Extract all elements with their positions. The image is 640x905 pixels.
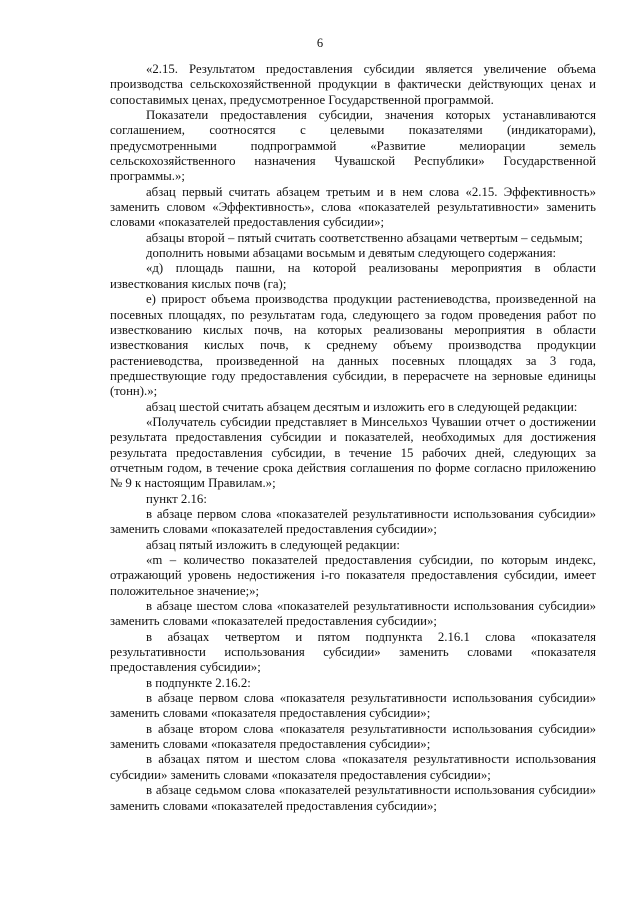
paragraph: абзац первый считать абзацем третьим и в нем слова «2.15. Эффективность» заменить словом «Эффективность», слова «показателей результативности» заменить словами «показателей предоставления субсидии»; xyxy=(110,184,596,230)
paragraph: «Получатель субсидии представляет в Минсельхоз Чувашии отчет о достижении результата предоставления субсидии и показателей, необходимых для достижения результата предоставления субсидии, в течение 15 рабочих дней, следующих за отчетным годом, в течение срока действия соглашения по форме согласно приложению № 9 к настоящим Правилам.»; xyxy=(110,414,596,491)
paragraph: дополнить новыми абзацами восьмым и девятым следующего содержания: xyxy=(146,246,557,261)
paragraph: пункт 2.16: xyxy=(146,491,207,506)
paragraph: «2.15. Результатом предоставления субсидии является увеличение объема производства сельскохозяйственной продукции в фактически действующих ценах и сопоставимых ценах, предусмотренное Государственной программой. xyxy=(110,62,596,107)
paragraph: е) прирост объема производства продукции растениеводства, произведенной на посевных площадях, по результатам года, следующего за годом проведения работ по известкованию кислых почв, на которых реализованы мероприятия в области известкования кислых почв, к среднему объему производства продукции растениеводства, произведенной на данных посевных площадях за 3 года, предшествующие году предоставления субсидии, в перерасчете на зерновые единицы (тонн).»; xyxy=(110,292,596,399)
paragraph: в абзаце первом слова «показателей результативности использования субсидии» заменить словами «показателей предоставления субсидии»; xyxy=(110,506,596,537)
paragraph: абзац пятый изложить в следующей редакции: xyxy=(146,537,400,552)
page-number: 6 xyxy=(316,36,324,50)
paragraph: в абзаце втором слова «показателя результативности использования субсидии» заменить словами «показателя предоставления субсидии»; xyxy=(110,721,596,752)
paragraph: Показатели предоставления субсидии, значения которых устанавливаются соглашением, соотносятся с целевыми показателями (индикаторами), предусмотренными подпрограммой «Развитие мелиорации земель сельскохозяйственного назначения Чувашской Республики» Государственной программы.»; xyxy=(110,108,596,184)
paragraph: в подпункте 2.16.2: xyxy=(146,675,251,690)
paragraph: абзацы второй – пятый считать соответственно абзацами четвертым – седьмым; xyxy=(146,230,583,245)
document-body xyxy=(110,62,596,814)
paragraph: в абзаце шестом слова «показателей результативности использования субсидии» заменить словами «показателей предоставления субсидии»; xyxy=(110,599,596,629)
paragraph: в абзаце первом слова «показателя результативности использования субсидии» заменить словами «показателя предоставления субсидии»; xyxy=(110,691,596,721)
paragraph: абзац шестой считать абзацем десятым и изложить его в следующей редакции: xyxy=(146,399,578,414)
paragraph: «m – количество показателей предоставления субсидии, по которым индекс, отражающий уровень недостижения i-го показателя предоставления субсидии, имеет положительное значение;»; xyxy=(110,553,596,598)
paragraph: в абзацах четвертом и пятом подпункта 2.16.1 слова «показателя результативности использования субсидии» заменить словами «показателя предоставления субсидии»; xyxy=(110,629,596,675)
paragraph: в абзаце седьмом слова «показателей результативности использования субсидии» заменить словами «показателей предоставления субсидии»; xyxy=(110,783,596,813)
paragraph: «д) площадь пашни, на которой реализованы мероприятия в области известкования кислых почв (га); xyxy=(110,261,596,291)
paragraph: в абзацах пятом и шестом слова «показателя результативности использования субсидии» заменить словами «показателя предоставления субсидии»; xyxy=(110,752,596,782)
